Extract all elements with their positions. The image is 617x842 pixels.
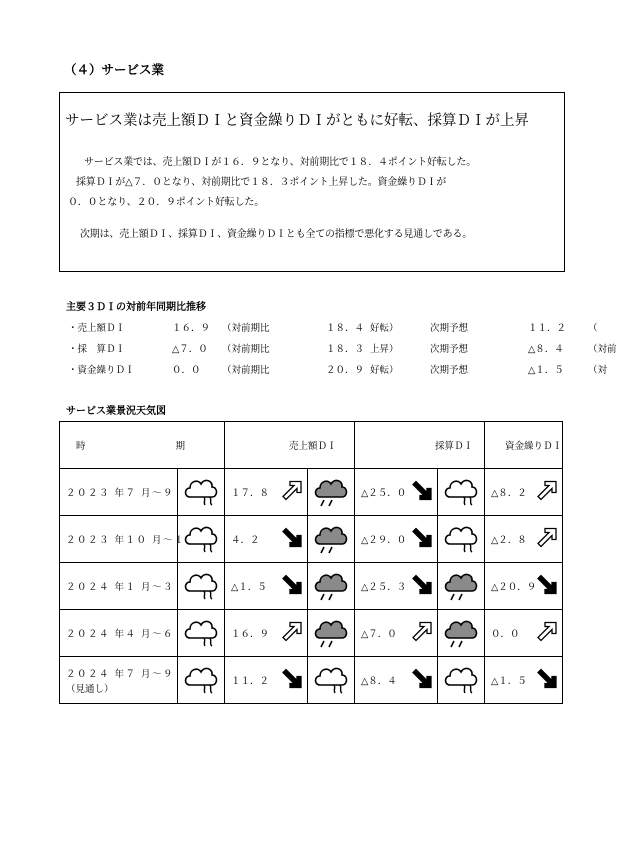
sales-value-cell (225, 610, 308, 657)
header-profit (355, 422, 485, 469)
period-label: ２０２４ 年７ 月〜９ (66, 668, 175, 680)
arrow-up-right-icon (536, 527, 558, 552)
di-cmp: （対前期比 (222, 344, 270, 355)
weather-icon-cell (178, 469, 225, 516)
summary-heading: サービス業は売上額ＤＩと資金繰りＤＩがともに好転、採算ＤＩが上昇 (65, 113, 529, 129)
cash-value-cell (485, 657, 563, 704)
period-label: ２０２４ 年４ 月〜６ (66, 629, 175, 640)
period-cell (60, 610, 178, 657)
dark-storm-cloud-icon (308, 569, 354, 603)
weather-icon-cell (178, 610, 225, 657)
arrow-down-right-icon (536, 668, 558, 693)
arrow-down-right-icon (281, 527, 303, 552)
dark-storm-cloud-icon (308, 616, 354, 650)
weather-icon-cell (438, 610, 485, 657)
period-cell (60, 657, 178, 704)
profit-value: △８．４ (361, 676, 397, 687)
sales-value: １１．２ (231, 676, 270, 687)
cash-value: △８．２ (491, 488, 527, 499)
di-tail: （対 (588, 365, 608, 376)
di-value: ０．０ (172, 365, 201, 376)
profit-value: △２５．３ (361, 582, 407, 593)
weather-table (59, 421, 563, 704)
di-trend-title: 主要３ＤＩの対前年同期比推移 (66, 302, 206, 313)
section-title: （４）サービス業 (64, 62, 165, 77)
weather-icon-cell (438, 563, 485, 610)
arrow-up-right-icon (536, 621, 558, 646)
sales-value: △１．５ (231, 582, 267, 593)
weather-icon-cell (438, 469, 485, 516)
rain-cloud-icon (178, 475, 224, 509)
arrow-down-right-icon (411, 574, 433, 599)
profit-value: △２９．０ (361, 535, 407, 546)
header-period-cell-b (175, 422, 225, 469)
cash-value: △２．８ (491, 535, 527, 546)
sales-value-cell (225, 516, 308, 563)
header-sales-label: 売上額ＤＩ (289, 441, 337, 452)
di-dir: 上昇） (370, 344, 399, 355)
arrow-up-right-icon (281, 480, 303, 505)
period-cell (60, 516, 186, 563)
dark-storm-cloud-icon (308, 475, 354, 509)
di-value: １６．９ (172, 323, 211, 334)
header-period-cell (60, 422, 178, 469)
weather-header-row (60, 422, 563, 469)
header-period-b: 期 (175, 441, 186, 452)
header-profit-label: 採算ＤＩ (435, 441, 474, 452)
header-cash (485, 422, 563, 469)
weather-title: サービス業景況天気図 (66, 406, 166, 417)
period-sub-label: （見通し） (66, 683, 114, 695)
header-period-a: 時 (76, 441, 86, 452)
arrow-up-right-icon (411, 621, 433, 646)
summary-line: 次期は、売上額ＤＩ、採算ＤＩ、資金繰りＤＩとも全ての指標で悪化する見通しである。 (80, 229, 472, 240)
period-cell (60, 563, 178, 610)
summary-line: サービス業では、売上額ＤＩが１６．９となり、対前期比で１８．４ポイント好転した。 (84, 157, 476, 168)
rain-cloud-icon (178, 569, 224, 603)
di-cmp: （対前期比 (222, 365, 270, 376)
cash-value-cell (485, 516, 563, 563)
weather-icon-cell (308, 516, 355, 563)
weather-icon-cell (308, 563, 355, 610)
weather-row (60, 657, 563, 704)
summary-line: 採算ＤＩが△７．０となり、対前期比で１８．３ポイント上昇した。資金繰りＤＩが (76, 177, 447, 188)
di-next: 次期予想 (430, 344, 469, 355)
weather-icon-cell (308, 657, 355, 704)
arrow-down-right-icon (411, 527, 433, 552)
weather-icon-cell (178, 657, 225, 704)
rain-cloud-icon (438, 663, 484, 697)
di-next-value: △８．４ (528, 344, 564, 355)
di-label: ・売上額ＤＩ (68, 323, 126, 334)
di-tail: （対前 (588, 344, 617, 355)
weather-icon-cell (178, 516, 225, 563)
cash-value: △１．５ (491, 676, 527, 687)
cash-value-cell (485, 610, 563, 657)
di-tail: （ (588, 323, 598, 334)
di-label: ・採 算ＤＩ (68, 344, 126, 355)
cash-value-cell (485, 563, 563, 610)
weather-icon-cell (178, 563, 225, 610)
weather-row (60, 610, 563, 657)
rain-cloud-icon (178, 522, 224, 556)
weather-row (60, 516, 563, 563)
summary-line: ０．０となり、２０．９ポイント好転した。 (68, 197, 264, 208)
di-cmp: （対前期比 (222, 323, 270, 334)
cash-value: ０．０ (491, 629, 520, 640)
cash-value: △２０．９ (491, 582, 537, 593)
arrow-up-right-icon (536, 480, 558, 505)
rain-cloud-icon (438, 475, 484, 509)
arrow-down-right-icon (281, 574, 303, 599)
sales-value-cell (225, 563, 308, 610)
summary-box (59, 92, 565, 272)
di-next: 次期予想 (430, 365, 469, 376)
profit-value-cell (355, 563, 438, 610)
period-cell (60, 469, 178, 516)
summary-text (68, 153, 560, 245)
di-delta: ２０．９ (326, 365, 365, 376)
header-cash-label: 資金繰りＤＩ (505, 441, 563, 452)
profit-value-cell (355, 469, 438, 516)
header-sales (225, 422, 355, 469)
dark-storm-cloud-icon (438, 616, 484, 650)
profit-value: △２５．０ (361, 488, 407, 499)
rain-cloud-icon (178, 616, 224, 650)
profit-value-cell (355, 516, 438, 563)
dark-storm-cloud-icon (438, 569, 484, 603)
arrow-down-right-icon (411, 668, 433, 693)
sales-value-cell (225, 657, 308, 704)
di-delta: １８．３ (326, 344, 365, 355)
period-label: ２０２３ 年７ 月〜９ (66, 488, 175, 499)
di-value: △７．０ (172, 344, 208, 355)
sales-value-cell (225, 469, 308, 516)
arrow-down-right-icon (281, 668, 303, 693)
weather-row (60, 563, 563, 610)
dark-storm-cloud-icon (308, 522, 354, 556)
di-label: ・資金繰りＤＩ (68, 365, 135, 376)
cash-value-cell (485, 469, 563, 516)
di-delta: １８．４ (326, 323, 365, 334)
arrow-down-right-icon (536, 574, 558, 599)
di-dir: 好転） (370, 323, 399, 334)
weather-row (60, 469, 563, 516)
rain-cloud-icon (308, 663, 354, 697)
rain-cloud-icon (178, 663, 224, 697)
arrow-up-right-icon (281, 621, 303, 646)
period-label: ２０２３ 年１０ 月〜１ (66, 535, 186, 546)
profit-value-cell (355, 610, 438, 657)
profit-value-cell (355, 657, 438, 704)
profit-value: △７．０ (361, 629, 397, 640)
di-next-value: １１．２ (528, 323, 567, 334)
rain-cloud-icon (438, 522, 484, 556)
weather-icon-cell (308, 610, 355, 657)
arrow-down-right-icon (411, 480, 433, 505)
di-dir: 好転） (370, 365, 399, 376)
period-label: ２０２４ 年１ 月〜３ (66, 582, 175, 593)
weather-icon-cell (438, 516, 485, 563)
di-next-value: △１．５ (528, 365, 564, 376)
weather-icon-cell (308, 469, 355, 516)
weather-icon-cell (438, 657, 485, 704)
di-next: 次期予想 (430, 323, 469, 334)
sales-value: ４．２ (231, 535, 260, 546)
sales-value: １７．８ (231, 488, 270, 499)
sales-value: １６．９ (231, 629, 270, 640)
